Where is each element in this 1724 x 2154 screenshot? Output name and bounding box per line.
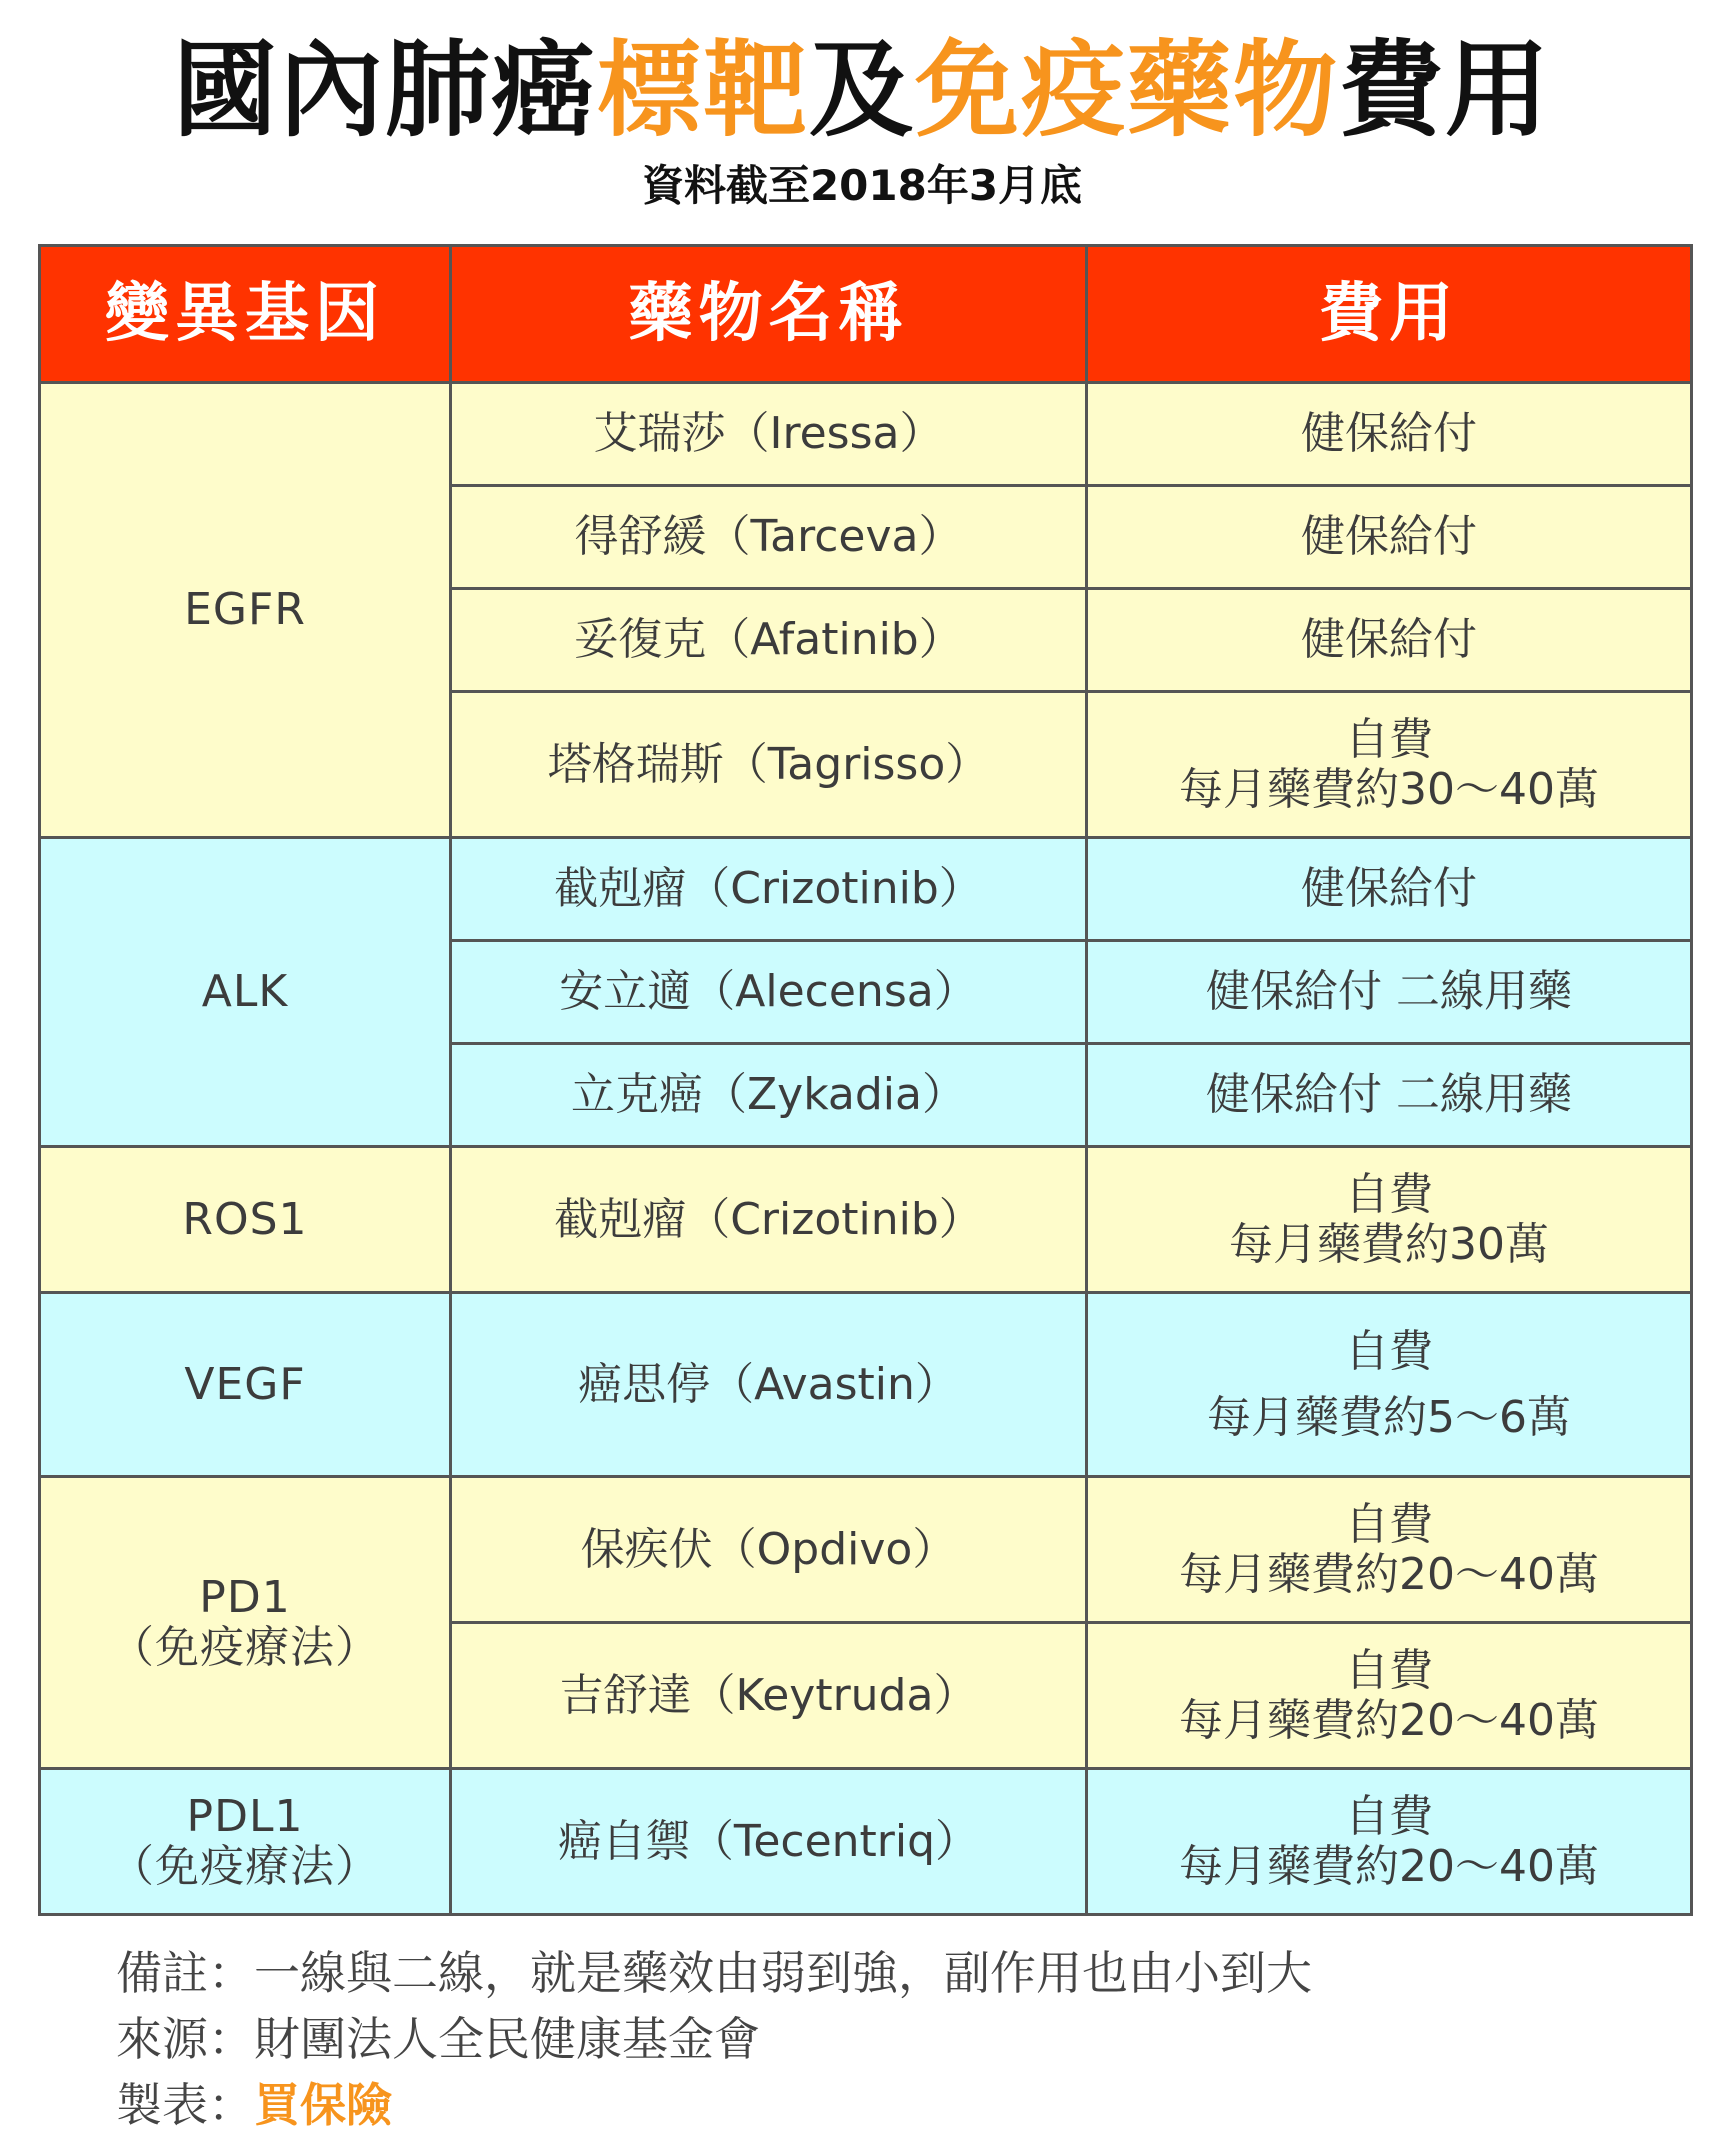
- cost-line-2: 每月藥費約5～6萬: [1207, 1391, 1571, 1443]
- title-highlight-targeted: 標靶: [596, 29, 809, 151]
- table-row: [40, 1477, 1692, 1623]
- cost-line-2: 每月藥費約20～40萬: [1179, 1694, 1599, 1746]
- drug-cost-table: [38, 244, 1693, 1916]
- maker-name: 買保險: [254, 2078, 392, 2132]
- cost-line-2: 每月藥費約20～40萬: [1179, 1840, 1599, 1892]
- cost-cell: 健保給付 二線用藥: [1087, 1044, 1692, 1147]
- header-cost: 費用: [1087, 246, 1692, 383]
- gene-cell: [40, 1769, 451, 1915]
- drug-cell: 保疾伏（Opdivo）: [451, 1477, 1087, 1623]
- table-row: [40, 383, 1692, 486]
- page-title: [0, 30, 1724, 150]
- footer-notes: [116, 1940, 1312, 2138]
- cost-cell: [1087, 1623, 1692, 1769]
- cost-cell: 健保給付: [1087, 383, 1692, 486]
- cost-line-2: 每月藥費約20～40萬: [1179, 1548, 1599, 1600]
- drug-cell: 塔格瑞斯（Tagrisso）: [451, 692, 1087, 838]
- drug-cell: 癌思停（Avastin）: [451, 1293, 1087, 1477]
- table-header-row: [40, 246, 1692, 383]
- drug-cell: 吉舒達（Keytruda）: [451, 1623, 1087, 1769]
- cost-line-2: 每月藥費約30～40萬: [1179, 763, 1599, 815]
- cost-line-2: 每月藥費約30萬: [1229, 1218, 1549, 1270]
- gene-cell: ALK: [40, 838, 451, 1147]
- drug-cell: 安立適（Alecensa）: [451, 941, 1087, 1044]
- cost-cell: 健保給付: [1087, 838, 1692, 941]
- title-block: [0, 30, 1724, 214]
- gene-name: PD1: [199, 1571, 291, 1623]
- note-line: 備註：一線與二線，就是藥效由弱到強，副作用也由小到大: [116, 1946, 1312, 2000]
- title-highlight-immuno: 免疫藥物: [915, 29, 1340, 151]
- title-part3: 及: [808, 29, 915, 151]
- table-row: [40, 838, 1692, 941]
- title-part5: 費用: [1339, 29, 1552, 151]
- cost-cell: [1087, 1147, 1692, 1293]
- drug-cell: 癌自禦（Tecentriq）: [451, 1769, 1087, 1915]
- cost-line-1: 自費: [1345, 1168, 1433, 1220]
- cost-cell: [1087, 1293, 1692, 1477]
- drug-cell: 截剋瘤（Crizotinib）: [451, 838, 1087, 941]
- cost-cell: 健保給付 二線用藥: [1087, 941, 1692, 1044]
- maker-line: [116, 2072, 1312, 2138]
- drug-cell: 妥復克（Afatinib）: [451, 589, 1087, 692]
- table-row: [40, 1293, 1692, 1477]
- cost-cell: [1087, 692, 1692, 838]
- header-gene: 變異基因: [40, 246, 451, 383]
- source-line: 來源：財團法人全民健康基金會: [116, 2012, 760, 2066]
- gene-sub: （免疫療法）: [110, 1621, 380, 1673]
- drug-cell: 得舒緩（Tarceva）: [451, 486, 1087, 589]
- cost-cell: 健保給付: [1087, 486, 1692, 589]
- table-row: [40, 1147, 1692, 1293]
- drug-cell: 立克癌（Zykadia）: [451, 1044, 1087, 1147]
- gene-cell: EGFR: [40, 383, 451, 838]
- cost-line-1: 自費: [1345, 1644, 1433, 1696]
- cost-line-1: 自費: [1345, 1790, 1433, 1842]
- maker-label: 製表：: [116, 2078, 254, 2132]
- gene-sub: （免疫療法）: [110, 1840, 380, 1892]
- gene-cell: ROS1: [40, 1147, 451, 1293]
- gene-cell: [40, 1477, 451, 1769]
- cost-line-1: 自費: [1345, 713, 1433, 765]
- cost-line-1: 自費: [1345, 1498, 1433, 1550]
- cost-line-1: 自費: [1345, 1325, 1433, 1377]
- table-row: [40, 1769, 1692, 1915]
- cost-cell: [1087, 1769, 1692, 1915]
- gene-cell: VEGF: [40, 1293, 451, 1477]
- cost-cell: 健保給付: [1087, 589, 1692, 692]
- title-part1: 國內肺癌: [172, 29, 597, 151]
- cost-cell: [1087, 1477, 1692, 1623]
- drug-cell: 截剋瘤（Crizotinib）: [451, 1147, 1087, 1293]
- drug-cell: 艾瑞莎（Iressa）: [451, 383, 1087, 486]
- page-subtitle: 資料截至2018年3月底: [641, 161, 1083, 210]
- header-drug: 藥物名稱: [451, 246, 1087, 383]
- gene-name: PDL1: [186, 1790, 304, 1842]
